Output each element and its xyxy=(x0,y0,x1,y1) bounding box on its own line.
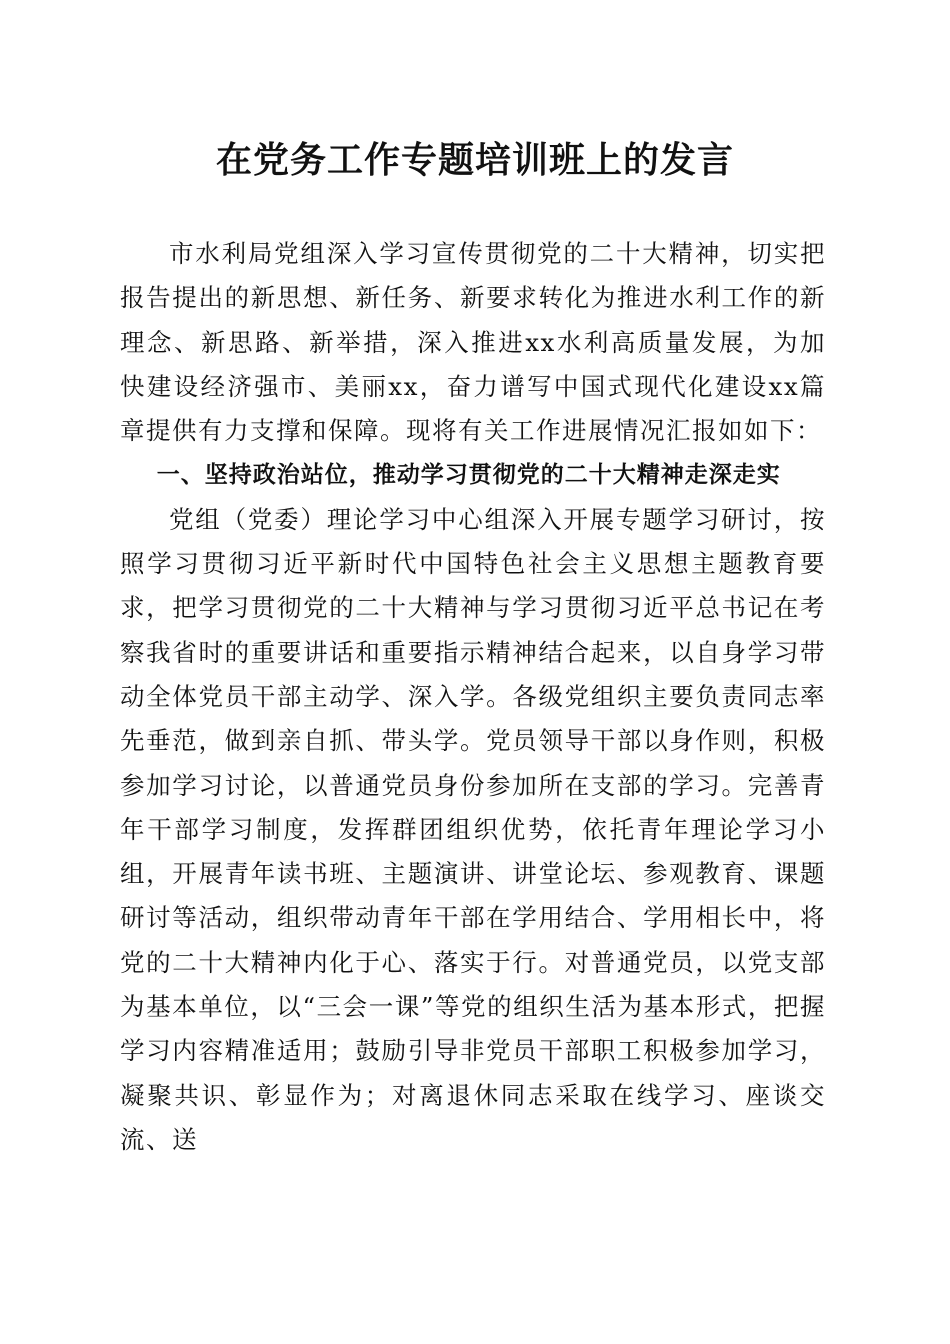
section-paragraph: 党组（党委）理论学习中心组深入开展专题学习研讨，按照学习贯彻习近平新时代中国特色社会主义思想主题教育要求，把学习贯彻党的二十大精神与学习贯彻习近平总书记在考察我省时的重要讲话和重要指示精神结合起来，以自身学习带动全体党员干部主动学、深入学。各级党组织主要负责同志率先垂范，做到亲自抓、带头学。党员领导干部以身作则，积极参加学习讨论，以普通党员身份参加所在支部的学习。完善青年干部学习制度，发挥群团组织优势，依托青年理论学习小组，开展青年读书班、主题演讲、讲堂论坛、参观教育、课题研讨等活动，组织带动青年干部在学用结合、学用相长中，将党的二十大精神内化于心、落实于行。对普通党员，以党支部为基本单位，以“三会一课”等党的组织生活为基本形式，把握学习内容精准适用；鼓励引导非党员干部职工积极参加学习，凝聚共识、彰显作为；对离退休同志采取在线学习、座谈交流、送 xyxy=(120,504,826,1154)
section-heading: 一、坚持政治站位，推动学习贯彻党的二十大精神走深走实 xyxy=(156,462,781,489)
document-body xyxy=(120,232,826,1162)
document-title: 在党务工作专题培训班上的发言 xyxy=(215,139,734,181)
intro-paragraph: 市水利局党组深入学习宣传贯彻党的二十大精神，切实把报告提出的新思想、新任务、新要求转化为推进水利工作的新理念、新思路、新举措，深入推进xx水利高质量发展，为加快建设经济强市、美丽xx，奋力谱写中国式现代化建设xx篇章提供有力支撑和保障。现将有关工作进展情况汇报如如下： xyxy=(120,239,826,446)
